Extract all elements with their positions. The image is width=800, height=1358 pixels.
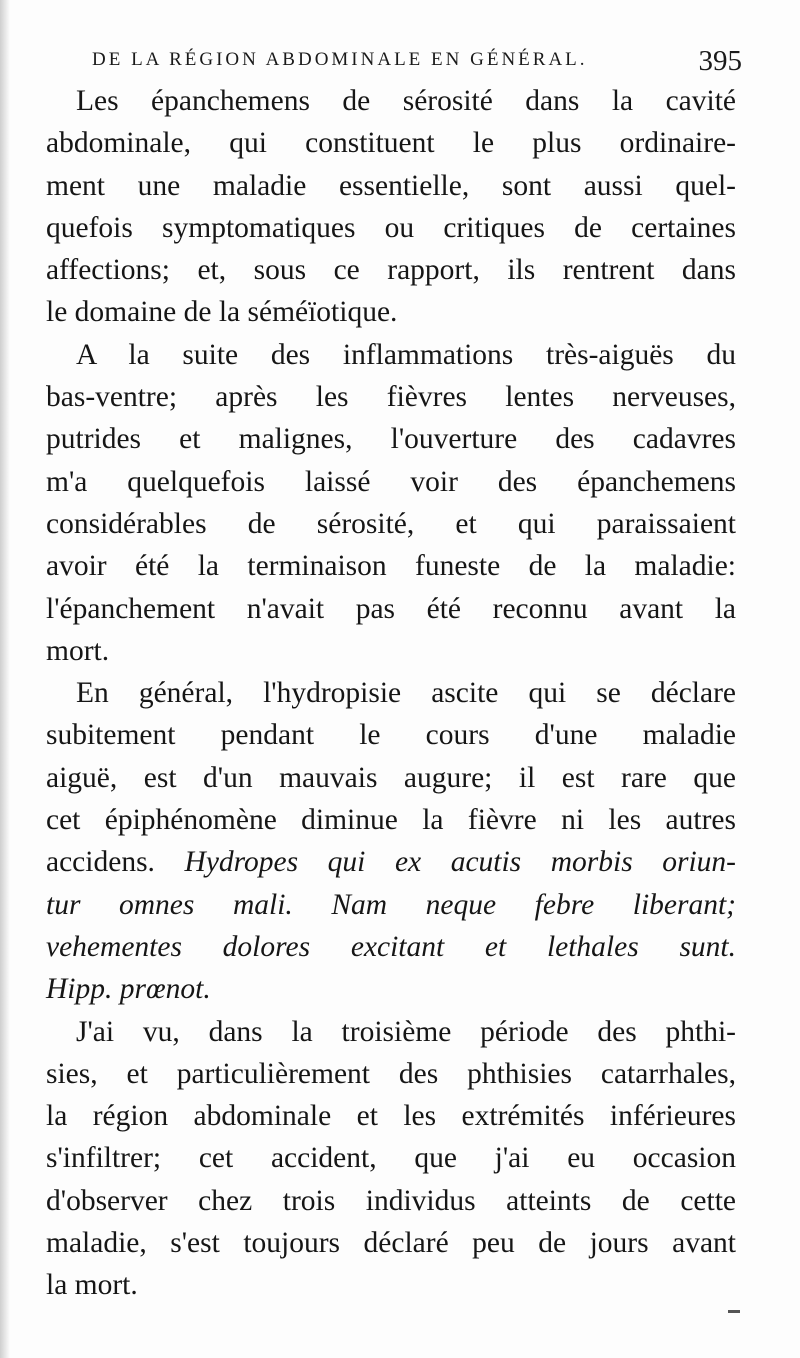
ink-mark [728, 1310, 740, 1313]
text-line: mort. [46, 634, 110, 667]
text-line: d'observer chez trois individus atteints de cette [46, 1184, 736, 1217]
latin-quote-line: vehementes dolores excitant et lethales sunt. [46, 930, 736, 963]
text-line: la mort. [46, 1269, 138, 1302]
latin-quote-line: tur omnes mali. Nam neque febre liberant; [46, 888, 736, 921]
text-line: cet épiphénomène diminue la fièvre ni les autres [46, 804, 736, 837]
text-line: maladie, s'est toujours déclaré peu de jours avant [46, 1227, 736, 1260]
text-line: A la suite des inflammations très-aiguës du [76, 338, 736, 371]
text-line: s'infiltrer; cet accident, que j'ai eu occasion [46, 1142, 736, 1175]
paragraph [46, 1011, 736, 1307]
text-line: Les épanchemens de sérosité dans la cavité [76, 85, 736, 117]
latin-citation: Hipp. prœnot. [46, 973, 211, 1006]
text-line: avoir été la terminaison funeste de la maladie: [46, 550, 736, 583]
body-text [46, 80, 736, 1307]
text-line: le domaine de la séméïotique. [46, 296, 398, 329]
text-line: la région abdominale et les extrémités inférieures [46, 1100, 736, 1133]
paragraph [46, 334, 736, 672]
text-line: En général, l'hydropisie ascite qui se déclare [76, 677, 736, 710]
text-line: putrides et malignes, l'ouverture des cadavres [46, 423, 736, 456]
page-gutter-shadow [0, 0, 10, 1358]
text-line [46, 841, 736, 883]
page-number: 395 [698, 45, 742, 77]
text-line: m'a quelquefois laissé voir des épanchemens [46, 465, 736, 498]
page-header [92, 45, 742, 79]
text-line: bas-ventre; après les fièvres lentes nerveuses, [46, 381, 736, 414]
latin-quote: Hydropes qui ex acutis morbis oriun- [184, 846, 737, 879]
running-head: DE LA RÉGION ABDOMINALE EN GÉNÉRAL. [92, 49, 588, 70]
text-line: aiguë, est d'un mauvais augure; il est rare que [46, 761, 736, 794]
text-segment: accidens. [46, 846, 155, 879]
text-line: considérables de sérosité, et qui paraissaient [46, 507, 736, 540]
text-line: abdominale, qui constituent le plus ordinaire- [46, 127, 736, 160]
text-line: l'épanchement n'avait pas été reconnu avant la [46, 592, 736, 625]
paragraph [46, 672, 736, 1010]
text-line: subitement pendant le cours d'une maladie [46, 719, 736, 752]
text-line: affections; et, sous ce rapport, ils rentrent dans [46, 254, 736, 287]
text-line: sies, et particulièrement des phthisies catarrhales, [46, 1057, 736, 1090]
text-line: ment une maladie essentielle, sont aussi quel- [46, 169, 736, 202]
text-line: quefois symptomatiques ou critiques de certaines [46, 211, 736, 244]
text-line: J'ai vu, dans la troisième période des phthi- [76, 1015, 736, 1048]
paragraph [46, 80, 736, 334]
